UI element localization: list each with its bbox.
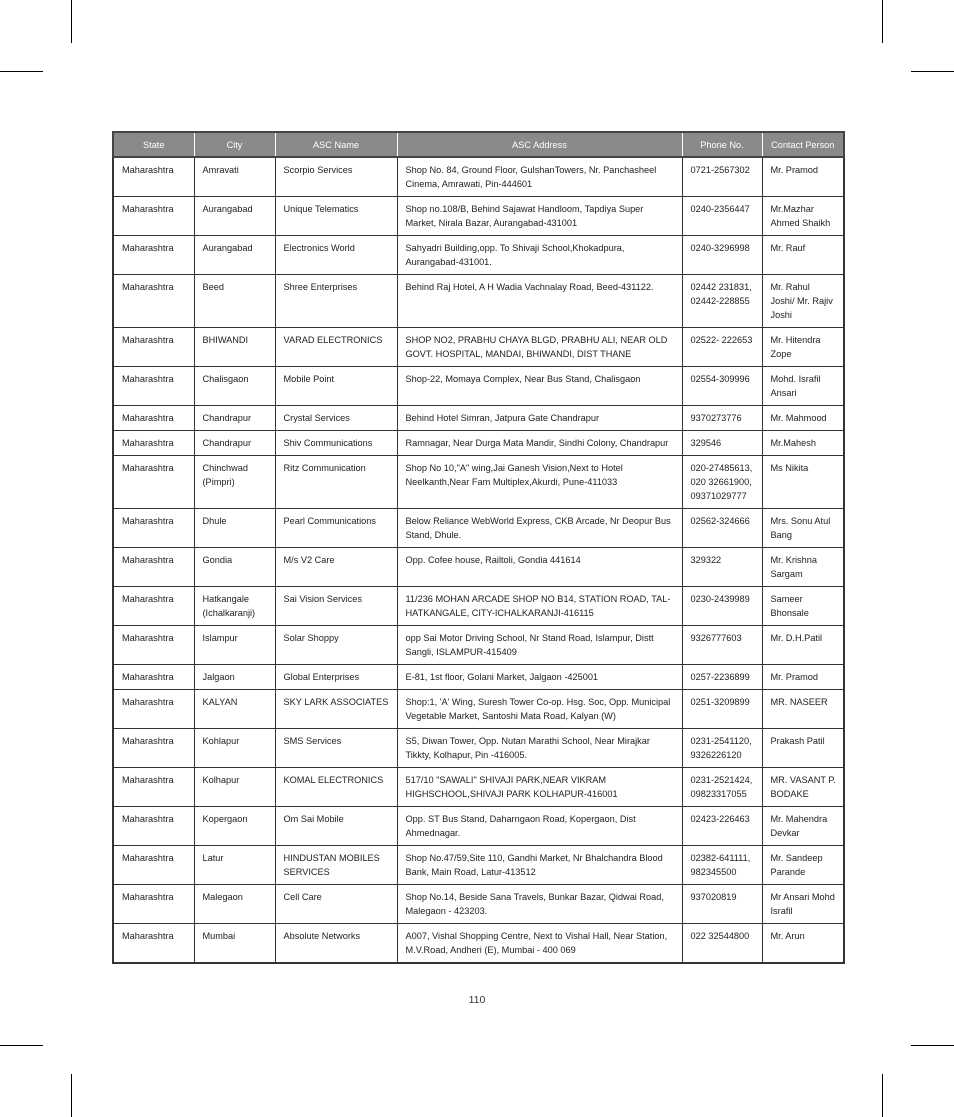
phone-cell: 0230-2439989 [682, 587, 762, 626]
table-header-row [113, 132, 844, 157]
contact-person-cell: Mr. Mahmood [762, 406, 844, 431]
header-asc-name: ASC Name [275, 132, 397, 157]
contact-person-cell: Mr. Pramod [762, 157, 844, 197]
table-row [113, 665, 844, 690]
asc-address-cell: Shop No. 84, Ground Floor, GulshanTowers, Nr. Panchasheel Cinema, Amrawati, Pin-444601 [397, 157, 682, 197]
phone-cell: 329546 [682, 431, 762, 456]
phone-cell: 937020819 [682, 885, 762, 924]
asc-address-cell: Shop-22, Momaya Complex, Near Bus Stand, Chalisgaon [397, 367, 682, 406]
table-row [113, 236, 844, 275]
city-cell: Jalgaon [194, 665, 275, 690]
state-cell: Maharashtra [113, 275, 194, 328]
table-row [113, 509, 844, 548]
city-cell: Chinchwad (Pimpri) [194, 456, 275, 509]
asc-name-cell: Shiv Communications [275, 431, 397, 456]
city-cell: Kopergaon [194, 807, 275, 846]
asc-name-cell: Scorpio Services [275, 157, 397, 197]
asc-name-cell: Electronics World [275, 236, 397, 275]
contact-person-cell: Mohd. Israfil Ansari [762, 367, 844, 406]
asc-address-cell: Shop:1, 'A' Wing, Suresh Tower Co-op. Hsg. Soc, Opp. Municipal Vegetable Market, Santoshi Mata Road, Kalyan (W) [397, 690, 682, 729]
crop-mark [911, 1045, 954, 1046]
city-cell: Dhule [194, 509, 275, 548]
state-cell: Maharashtra [113, 548, 194, 587]
asc-address-cell: Opp. ST Bus Stand, Daharngaon Road, Kopergaon, Dist Ahmednagar. [397, 807, 682, 846]
state-cell: Maharashtra [113, 509, 194, 548]
asc-address-cell: 11/236 MOHAN ARCADE SHOP NO B14, STATION ROAD, TAL- HATKANGALE, CITY-ICHALKARANJI-416115 [397, 587, 682, 626]
crop-mark [882, 1074, 883, 1117]
phone-cell: 02554-309996 [682, 367, 762, 406]
table-row [113, 768, 844, 807]
contact-person-cell: Mr. Krishna Sargam [762, 548, 844, 587]
crop-mark [71, 0, 72, 43]
state-cell: Maharashtra [113, 197, 194, 236]
asc-address-cell: Sahyadri Building,opp. To Shivaji School,Khokadpura, Aurangabad-431001. [397, 236, 682, 275]
contact-person-cell: Mr. Rahul Joshi/ Mr. Rajiv Joshi [762, 275, 844, 328]
contact-person-cell: MR. NASEER [762, 690, 844, 729]
phone-cell: 0240-3296998 [682, 236, 762, 275]
asc-address-cell: E-81, 1st floor, Golani Market, Jalgaon -425001 [397, 665, 682, 690]
phone-cell: 0240-2356447 [682, 197, 762, 236]
state-cell: Maharashtra [113, 236, 194, 275]
city-cell: Kohlapur [194, 729, 275, 768]
state-cell: Maharashtra [113, 367, 194, 406]
contact-person-cell: Sameer Bhonsale [762, 587, 844, 626]
asc-name-cell: Global Enterprises [275, 665, 397, 690]
asc-name-cell: M/s V2 Care [275, 548, 397, 587]
contact-person-cell: Mr.Mahesh [762, 431, 844, 456]
crop-mark [911, 71, 954, 72]
state-cell: Maharashtra [113, 768, 194, 807]
table-row [113, 924, 844, 964]
phone-cell: 02522- 222653 [682, 328, 762, 367]
city-cell: Aurangabad [194, 236, 275, 275]
state-cell: Maharashtra [113, 665, 194, 690]
asc-address-cell: A007, Vishal Shopping Centre, Next to Vishal Hall, Near Station, M.V.Road, Andheri (E), Mumbai - 400 069 [397, 924, 682, 964]
asc-name-cell: HINDUSTAN MOBILES SERVICES [275, 846, 397, 885]
header-contact-person: Contact Person [762, 132, 844, 157]
table-row [113, 197, 844, 236]
state-cell: Maharashtra [113, 885, 194, 924]
table-row [113, 729, 844, 768]
table-row [113, 846, 844, 885]
table-row [113, 885, 844, 924]
asc-name-cell: Mobile Point [275, 367, 397, 406]
city-cell: Hatkangale (Ichalkaranji) [194, 587, 275, 626]
asc-name-cell: Cell Care [275, 885, 397, 924]
asc-address-cell: 517/10 "SAWALI" SHIVAJI PARK,NEAR VIKRAM HIGHSCHOOL,SHIVAJI PARK KOLHAPUR-416001 [397, 768, 682, 807]
asc-name-cell: Sai Vision Services [275, 587, 397, 626]
state-cell: Maharashtra [113, 729, 194, 768]
city-cell: Malegaon [194, 885, 275, 924]
table-row [113, 548, 844, 587]
table-row [113, 807, 844, 846]
asc-name-cell: Crystal Services [275, 406, 397, 431]
asc-address-cell: SHOP NO2, PRABHU CHAYA BLGD, PRABHU ALI, NEAR OLD GOVT. HOSPITAL, MANDAI, BHIWANDI, DIST THANE [397, 328, 682, 367]
city-cell: Aurangabad [194, 197, 275, 236]
phone-cell: 0231-2541120, 9326226120 [682, 729, 762, 768]
phone-cell: 022 32544800 [682, 924, 762, 964]
phone-cell: 9370273776 [682, 406, 762, 431]
asc-name-cell: Unique Telematics [275, 197, 397, 236]
asc-name-cell: Solar Shoppy [275, 626, 397, 665]
asc-address-cell: Shop No.47/59,Site 110, Gandhi Market, Nr Bhalchandra Blood Bank, Main Road, Latur-413512 [397, 846, 682, 885]
state-cell: Maharashtra [113, 431, 194, 456]
contact-person-cell: Mr Ansari Mohd Israfil [762, 885, 844, 924]
asc-address-cell: Below Reliance WebWorld Express, CKB Arcade, Nr Deopur Bus Stand, Dhule. [397, 509, 682, 548]
asc-name-cell: KOMAL ELECTRONICS [275, 768, 397, 807]
city-cell: KALYAN [194, 690, 275, 729]
header-phone: Phone No. [682, 132, 762, 157]
city-cell: Islampur [194, 626, 275, 665]
asc-name-cell: Shree Enterprises [275, 275, 397, 328]
asc-address-cell: Shop No.14, Beside Sana Travels, Bunkar Bazar, Qidwai Road, Malegaon - 423203. [397, 885, 682, 924]
city-cell: Beed [194, 275, 275, 328]
table-row [113, 456, 844, 509]
asc-address-cell: Shop no.108/B, Behind Sajawat Handloom, Tapdiya Super Market, Nirala Bazar, Aurangabad-431001 [397, 197, 682, 236]
contact-person-cell: MR. VASANT P. BODAKE [762, 768, 844, 807]
asc-name-cell: Absolute Networks [275, 924, 397, 964]
phone-cell: 329322 [682, 548, 762, 587]
asc-address-cell: Shop No 10,"A" wing,Jai Ganesh Vision,Next to Hotel Neelkanth,Near Fam Multiplex,Akurdi, Pune-411033 [397, 456, 682, 509]
contact-person-cell: Mr. Sandeep Parande [762, 846, 844, 885]
contact-person-cell: Mr. Hitendra Zope [762, 328, 844, 367]
crop-mark [0, 1045, 43, 1046]
city-cell: Mumbai [194, 924, 275, 964]
contact-person-cell: Mr. Mahendra Devkar [762, 807, 844, 846]
asc-name-cell: VARAD ELECTRONICS [275, 328, 397, 367]
state-cell: Maharashtra [113, 328, 194, 367]
crop-mark [71, 1074, 72, 1117]
state-cell: Maharashtra [113, 924, 194, 964]
phone-cell: 02423-226463 [682, 807, 762, 846]
asc-name-cell: Pearl Communications [275, 509, 397, 548]
table-row [113, 587, 844, 626]
table-row [113, 157, 844, 197]
city-cell: Kolhapur [194, 768, 275, 807]
state-cell: Maharashtra [113, 406, 194, 431]
phone-cell: 0251-3209899 [682, 690, 762, 729]
table-body [113, 157, 844, 963]
asc-address-cell: opp Sai Motor Driving School, Nr Stand Road, Islampur, Distt Sangli, ISLAMPUR-415409 [397, 626, 682, 665]
phone-cell: 02382-641111, 982345500 [682, 846, 762, 885]
phone-cell: 020-27485613, 020 32661900, 09371029777 [682, 456, 762, 509]
contact-person-cell: Mr. D.H.Patil [762, 626, 844, 665]
table-row [113, 626, 844, 665]
state-cell: Maharashtra [113, 456, 194, 509]
city-cell: Gondia [194, 548, 275, 587]
city-cell: Chalisgaon [194, 367, 275, 406]
state-cell: Maharashtra [113, 846, 194, 885]
service-center-table [112, 131, 845, 964]
state-cell: Maharashtra [113, 807, 194, 846]
table-row [113, 406, 844, 431]
city-cell: Chandrapur [194, 431, 275, 456]
crop-mark [882, 0, 883, 43]
asc-name-cell: Om Sai Mobile [275, 807, 397, 846]
contact-person-cell: Prakash Patil [762, 729, 844, 768]
state-cell: Maharashtra [113, 690, 194, 729]
table-row [113, 275, 844, 328]
table-row [113, 367, 844, 406]
asc-address-cell: Behind Raj Hotel, A H Wadia Vachnalay Road, Beed-431122. [397, 275, 682, 328]
table-row [113, 431, 844, 456]
phone-cell: 0721-2567302 [682, 157, 762, 197]
phone-cell: 02442 231831, 02442-228855 [682, 275, 762, 328]
asc-address-cell: Opp. Cofee house, Railtoli, Gondia 441614 [397, 548, 682, 587]
page-number: 110 [468, 994, 486, 1006]
phone-cell: 02562-324666 [682, 509, 762, 548]
contact-person-cell: Mr. Rauf [762, 236, 844, 275]
asc-name-cell: SMS Services [275, 729, 397, 768]
asc-address-cell: Behind Hotel Simran, Jatpura Gate Chandrapur [397, 406, 682, 431]
asc-name-cell: SKY LARK ASSOCIATES [275, 690, 397, 729]
table-row [113, 328, 844, 367]
phone-cell: 0257-2236899 [682, 665, 762, 690]
state-cell: Maharashtra [113, 626, 194, 665]
city-cell: Amravati [194, 157, 275, 197]
asc-name-cell: Ritz Communication [275, 456, 397, 509]
city-cell: BHIWANDI [194, 328, 275, 367]
phone-cell: 0231-2521424, 09823317055 [682, 768, 762, 807]
contact-person-cell: Mr.Mazhar Ahmed Shaikh [762, 197, 844, 236]
state-cell: Maharashtra [113, 587, 194, 626]
header-asc-address: ASC Address [397, 132, 682, 157]
contact-person-cell: Ms Nikita [762, 456, 844, 509]
state-cell: Maharashtra [113, 157, 194, 197]
contact-person-cell: Mr. Pramod [762, 665, 844, 690]
header-state: State [113, 132, 194, 157]
asc-address-cell: S5, Diwan Tower, Opp. Nutan Marathi School, Near Mirajkar Tikkty, Kolhapur, Pin -416005. [397, 729, 682, 768]
contact-person-cell: Mrs. Sonu Atul Bang [762, 509, 844, 548]
contact-person-cell: Mr. Arun [762, 924, 844, 964]
header-city: City [194, 132, 275, 157]
city-cell: Chandrapur [194, 406, 275, 431]
table-row [113, 690, 844, 729]
city-cell: Latur [194, 846, 275, 885]
asc-address-cell: Ramnagar, Near Durga Mata Mandir, Sindhi Colony, Chandrapur [397, 431, 682, 456]
phone-cell: 9326777603 [682, 626, 762, 665]
crop-mark [0, 71, 43, 72]
